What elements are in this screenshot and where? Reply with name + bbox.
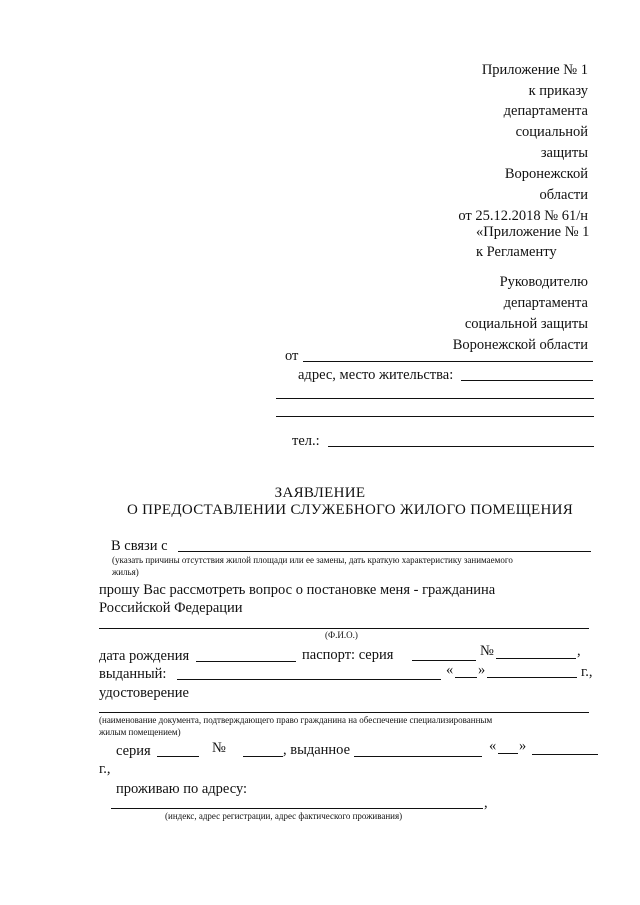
passport-number-sign: № <box>480 643 494 659</box>
addressee-line-3: социальной защиты <box>464 316 588 332</box>
reason-hint: (указать причины отсутствия жилой площади или ее замены, дать краткую характеристику занимаемого <box>112 555 513 565</box>
certificate-number-field[interactable] <box>243 756 283 757</box>
appendix-line-6: Воронежской <box>504 166 588 182</box>
fio-field[interactable] <box>99 628 589 629</box>
certificate-number-sign: № <box>212 740 226 756</box>
reason-hint-cont: жилья) <box>112 567 139 577</box>
residence-comma: , <box>484 795 488 811</box>
appendix-line-3: департамента <box>503 103 588 119</box>
passport-comma: , <box>577 643 581 659</box>
appendix-line-4: социальной <box>515 124 588 140</box>
issued-year-suffix: г., <box>581 664 593 680</box>
appendix-line-5: защиты <box>540 145 588 161</box>
issued-month-field[interactable] <box>487 677 577 678</box>
phone-label: тел.: <box>292 433 320 449</box>
certificate-field[interactable] <box>99 712 589 713</box>
certificate-series-label: серия <box>116 743 151 759</box>
residence-hint: (индекс, адрес регистрации, адрес фактического проживания) <box>165 811 403 821</box>
addressee-line-4: Воронежской области <box>452 337 588 353</box>
birth-date-field[interactable] <box>196 661 296 662</box>
appendix-line-2: к приказу <box>528 83 588 99</box>
issued-day-field[interactable] <box>455 677 477 678</box>
from-label: от <box>285 348 299 364</box>
from-field[interactable] <box>303 361 593 362</box>
certificate-year-suffix: г., <box>99 761 111 777</box>
regulation-reference: к Регламенту <box>476 244 557 260</box>
appendix-line-1: Приложение № 1 <box>481 62 588 78</box>
passport-series-label: паспорт: серия <box>302 647 394 663</box>
issued-by-field[interactable] <box>177 679 441 680</box>
birth-date-label: дата рождения <box>99 648 190 664</box>
addressee-line-1: Руководителю <box>499 274 588 290</box>
passport-number-field[interactable] <box>496 658 576 659</box>
addressee-line-2: департамента <box>503 295 588 311</box>
phone-field[interactable] <box>328 446 594 447</box>
appendix-line-7: области <box>539 187 588 203</box>
issued-quote-close: » <box>478 662 486 678</box>
in-connection-label: В связи с <box>111 538 168 554</box>
fio-hint: (Ф.И.О.) <box>325 630 358 640</box>
certificate-month-field[interactable] <box>532 754 598 755</box>
regulation-appendix: «Приложение № 1 <box>476 224 590 240</box>
certificate-day-field[interactable] <box>498 753 518 754</box>
address-label: адрес, место жительства: <box>298 367 454 383</box>
certificate-label: удостоверение <box>99 685 189 701</box>
document-subtitle: О ПРЕДОСТАВЛЕНИИ СЛУЖЕБНОГО ЖИЛОГО ПОМЕЩЕНИЯ <box>126 502 574 518</box>
certificate-series-field[interactable] <box>157 756 199 757</box>
address-field[interactable] <box>461 380 593 381</box>
certificate-quote-open: « <box>489 738 497 754</box>
certificate-hint: (наименование документа, подтверждающего право гражданина на обеспечение специализированным <box>99 715 493 725</box>
certificate-hint-cont: жилым помещением) <box>99 727 181 737</box>
appendix-date-line: от 25.12.2018 № 61/н <box>458 208 588 224</box>
document-title: ЗАЯВЛЕНИЕ <box>274 485 366 501</box>
address-line-3[interactable] <box>276 416 594 417</box>
request-line-1: прошу Вас рассмотреть вопрос о постановке меня - гражданина <box>99 582 496 598</box>
reason-field[interactable] <box>178 551 591 552</box>
issued-quote-open: « <box>446 662 454 678</box>
residence-field[interactable] <box>111 808 483 809</box>
request-line-2: Российской Федерации <box>99 600 243 616</box>
address-line-2[interactable] <box>276 398 594 399</box>
certificate-quote-close: » <box>519 738 527 754</box>
passport-series-field[interactable] <box>412 660 476 661</box>
residence-label: проживаю по адресу: <box>116 781 248 797</box>
certificate-issued-by-field[interactable] <box>354 756 482 757</box>
issued-label: выданный: <box>99 666 167 682</box>
certificate-issued-label: , выданное <box>283 742 351 758</box>
